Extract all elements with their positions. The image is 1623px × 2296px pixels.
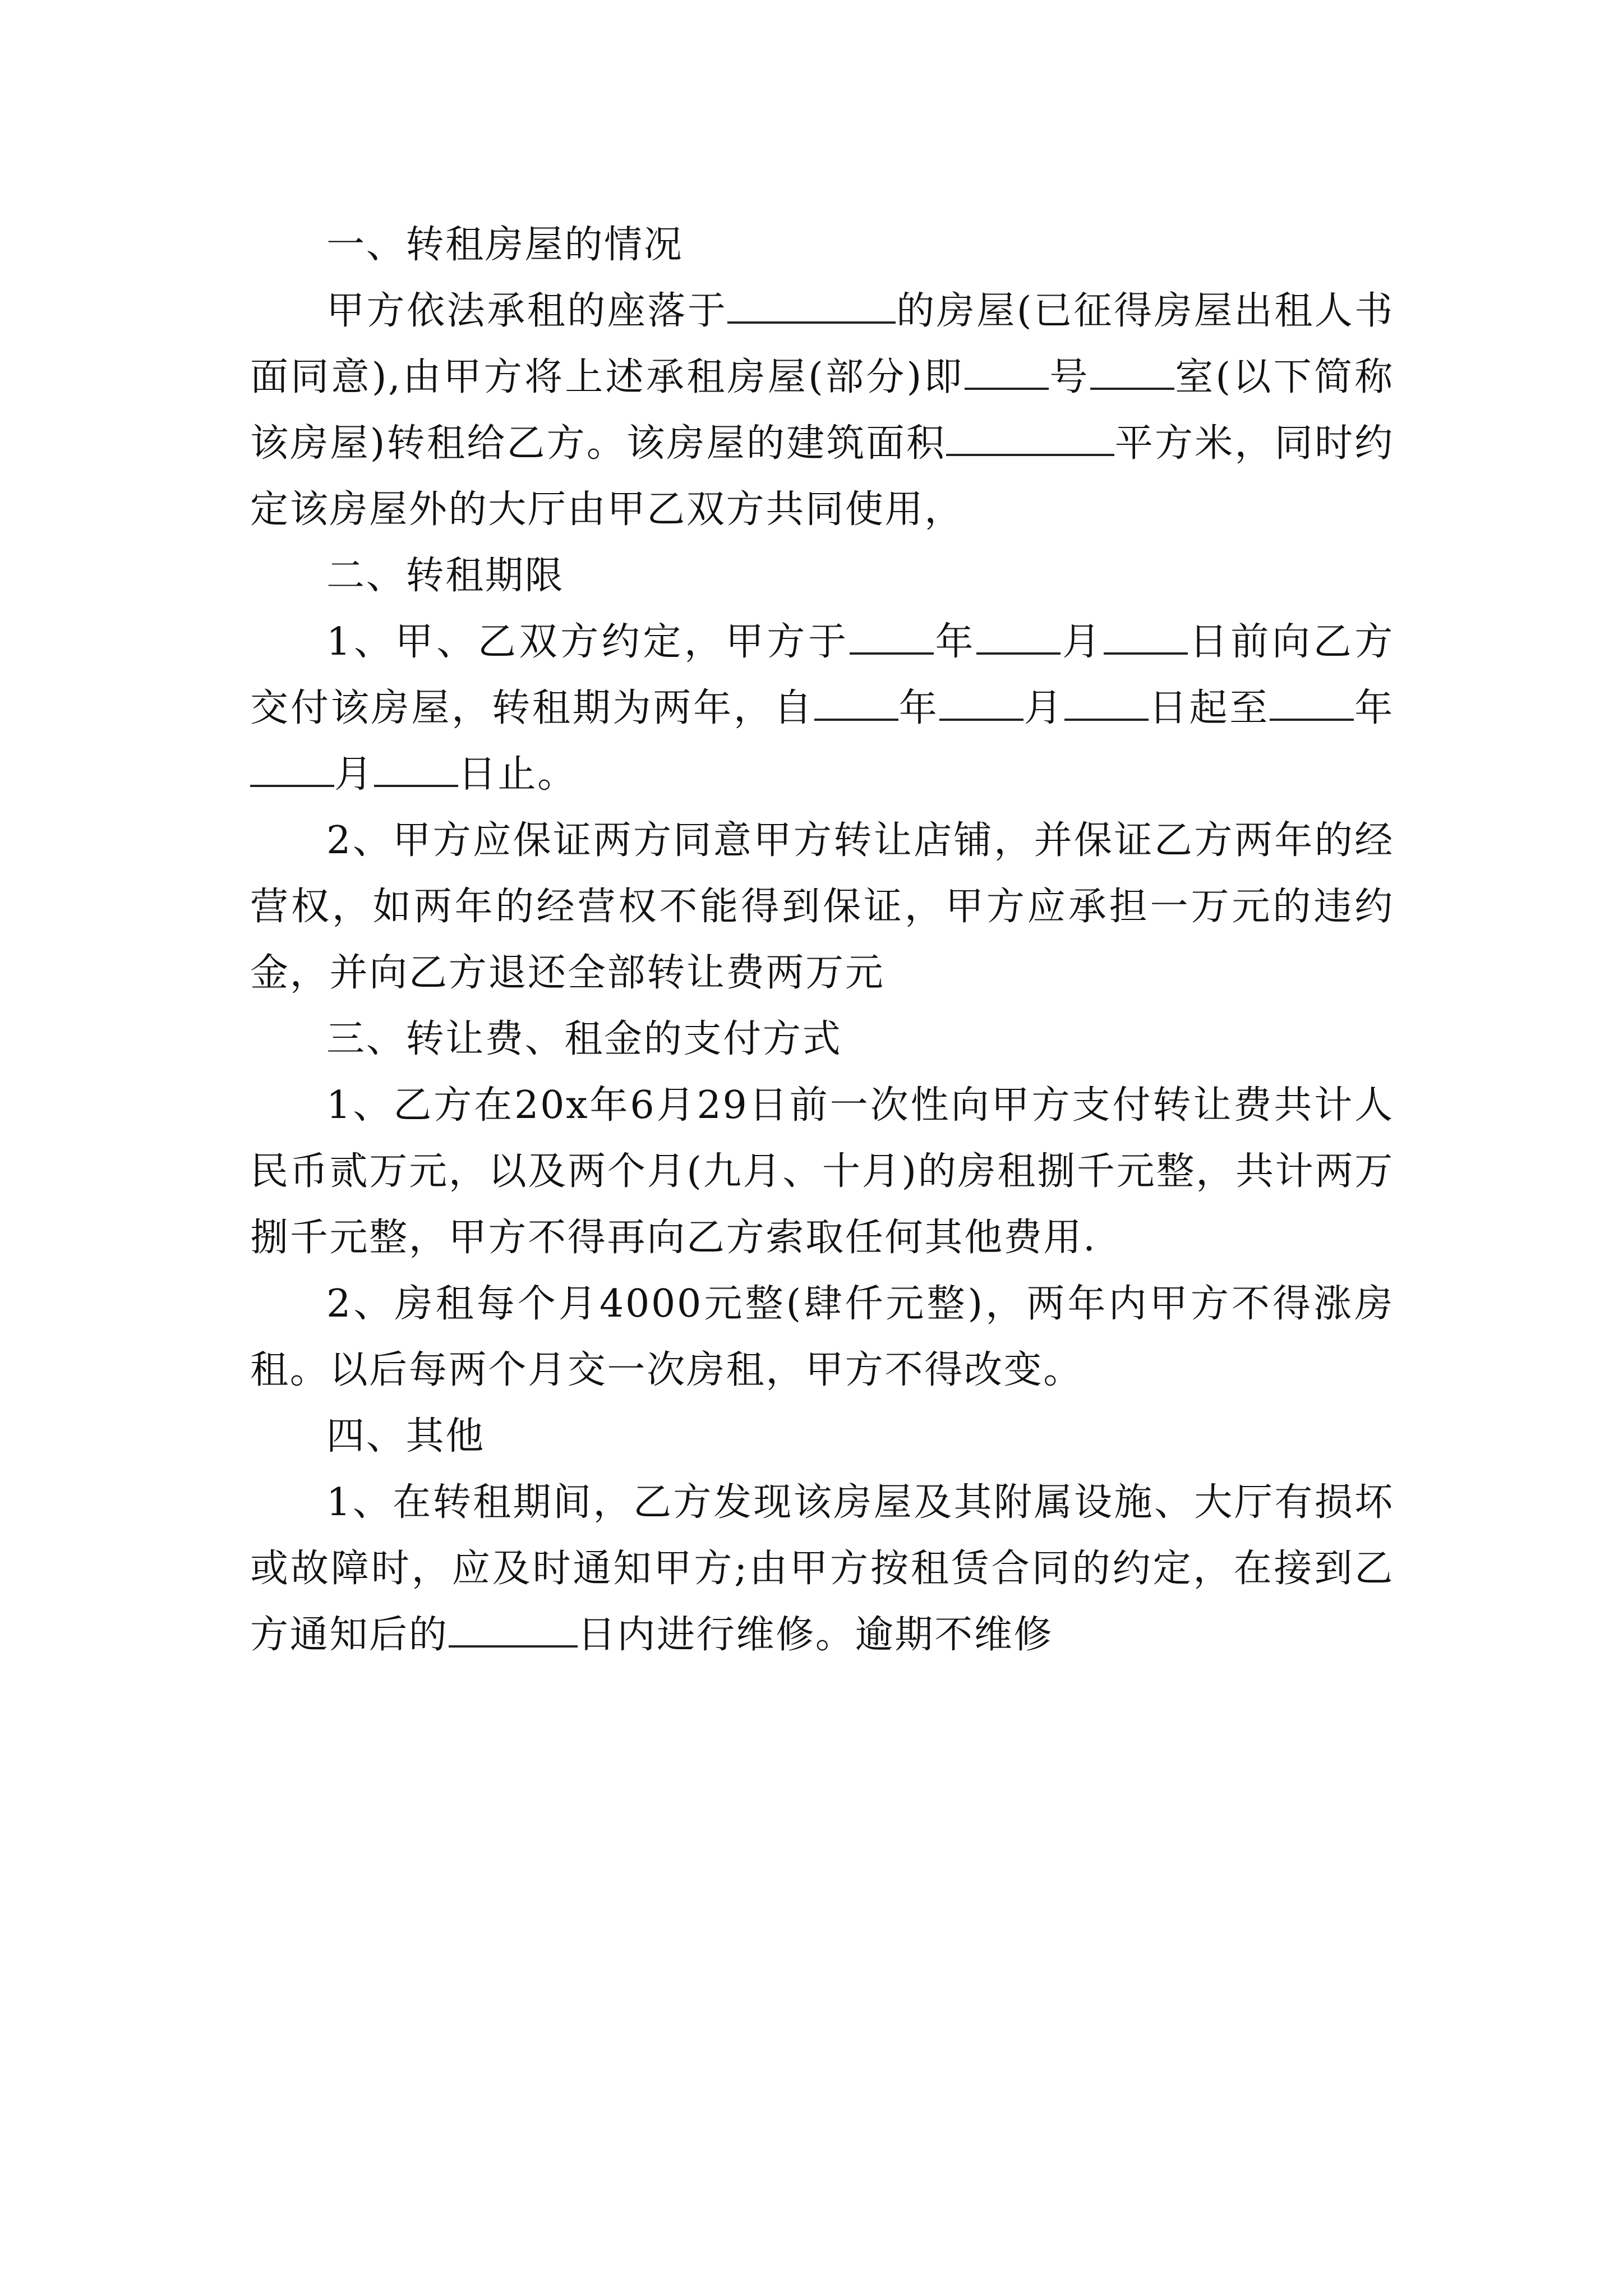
section-3-paragraph-1 xyxy=(250,1073,1394,1271)
section-2-heading xyxy=(250,543,1394,609)
section-1-heading xyxy=(250,212,1394,278)
section-2-paragraph-1 xyxy=(250,609,1394,808)
text-run: 日前向乙方交付该房屋，转租期为两年，自 xyxy=(250,620,1394,730)
text-run: 1、乙方在20x年6月29日前一次性向甲方支付转让费共计人民币贰万元，以及两个月(九月、十月)的房租捌千元整，共计两万捌千元整，甲方不得再向乙方索取任何其他费用. xyxy=(250,1083,1394,1260)
text-run: 日起至 xyxy=(1148,686,1270,730)
text-run: 月 xyxy=(1023,686,1064,730)
fill-blank-month[interactable] xyxy=(976,612,1061,655)
fill-blank-start-day[interactable] xyxy=(1064,678,1149,721)
section-3-paragraph-2 xyxy=(250,1271,1394,1404)
section-2-paragraph-2 xyxy=(250,808,1394,1006)
text-run: 2、甲方应保证两方同意甲方转让店铺，并保证乙方两年的经营权，如两年的经营权不能得到保证，甲方应承担一万元的违约金，并向乙方退还全部转让费两万元 xyxy=(250,818,1394,995)
text-run: 月 xyxy=(334,752,374,797)
section-4-paragraph-1 xyxy=(250,1470,1394,1668)
text-run: 号 xyxy=(1048,355,1090,399)
section-1-paragraph xyxy=(250,278,1394,543)
text-run: 平方米，同时约定该房屋外的大厅由甲乙双方共同使用， xyxy=(250,421,1394,532)
fill-blank-end-month[interactable] xyxy=(250,744,334,787)
text-run: 1、在转租期间，乙方发现该房屋及其附属设施、大厅有损坏或故障时，应及时通知甲方;由甲方按租赁合同的约定，在接到乙方通知后的 xyxy=(250,1480,1394,1657)
fill-blank-end-day[interactable] xyxy=(374,744,458,787)
fill-blank-location[interactable] xyxy=(727,281,896,324)
section-3-heading xyxy=(250,1006,1394,1073)
fill-blank-number[interactable] xyxy=(965,347,1049,390)
text-run: 月 xyxy=(1061,620,1104,664)
fill-blank-days[interactable] xyxy=(449,1605,578,1648)
document-page xyxy=(250,212,1394,1668)
section-4-heading-text: 四、其他 xyxy=(326,1414,485,1458)
text-run: 日内进行维修。逾期不维修 xyxy=(577,1613,1054,1657)
text-run: 的房屋(已征得房屋出租人书面同意),由甲方将上述承租房屋(部分)即 xyxy=(250,289,1394,399)
section-2-heading-text: 二、转租期限 xyxy=(326,554,565,598)
text-run: 年 xyxy=(933,620,977,664)
fill-blank-end-year[interactable] xyxy=(1270,678,1354,721)
text-run: 室(以下简称该房屋)转租给乙方。该房屋的建筑面积 xyxy=(250,355,1394,466)
section-4-heading xyxy=(250,1404,1394,1470)
text-run: 2、房租每个月4000元整(肆仟元整)，两年内甲方不得涨房租。以后每两个月交一次房租，甲方不得改变。 xyxy=(250,1282,1394,1392)
section-3-heading-text: 三、转让费、租金的支付方式 xyxy=(326,1017,842,1061)
text-run: 1、甲、乙双方约定，甲方于 xyxy=(326,620,850,664)
text-run: 日止。 xyxy=(458,752,577,797)
text-run: 年 xyxy=(1354,686,1394,730)
fill-blank-room[interactable] xyxy=(1090,347,1174,390)
fill-blank-start-month[interactable] xyxy=(939,678,1023,721)
fill-blank-start-year[interactable] xyxy=(814,678,898,721)
section-1-heading-text: 一、转租房屋的情况 xyxy=(326,223,684,267)
fill-blank-year[interactable] xyxy=(850,612,934,655)
text-run: 甲方依法承租的座落于 xyxy=(326,289,728,333)
text-run: 年 xyxy=(898,686,939,730)
fill-blank-area[interactable] xyxy=(946,413,1114,456)
fill-blank-day[interactable] xyxy=(1104,612,1188,655)
